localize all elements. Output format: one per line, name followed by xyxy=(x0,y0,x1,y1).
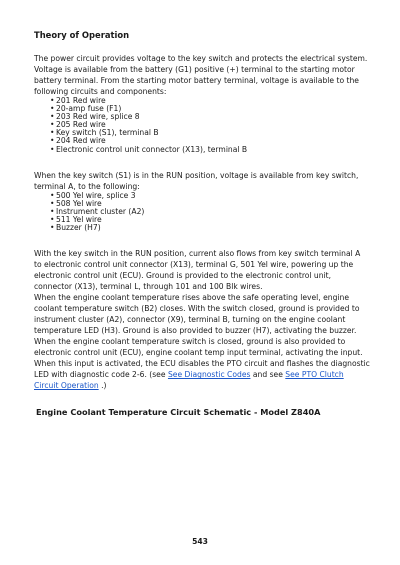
paragraph-text: When the engine coolant temperature switch is closed, ground is also provided to electronic control unit (ECU), engine coolant temp input terminal, activating the input. When this input is activated, the ECU disables the PTO circuit and flashes the diagnostic LED with diagnostic code 2-6. (see xyxy=(34,337,370,380)
list-item: • 201 Red wire xyxy=(50,97,370,105)
schematic-heading: Engine Coolant Temperature Circuit Schematic - Model Z840A xyxy=(36,407,321,418)
section-heading: Theory of Operation xyxy=(34,30,130,40)
list-item: • 511 Yel wire xyxy=(50,216,370,224)
list-item: • Electronic control unit connector (X13), terminal B xyxy=(50,146,370,154)
component-list-power xyxy=(34,97,370,154)
list-item: • 508 Yel wire xyxy=(50,200,370,208)
list-item: • Buzzer (H7) xyxy=(50,224,370,232)
page-number: 543 xyxy=(192,537,208,546)
paragraph-ecu-input xyxy=(34,336,370,391)
paragraph-coolant-switch: When the engine coolant temperature rises above the safe operating level, engine coolant temperature switch (B2) closes. With the switch closed, ground is provided to instrument cluster (A2), connector (X9), terminal B, turning on the engine coolant temperature LED (H3). Ground is also provided to buzzer (H7), activating the buzzer. xyxy=(34,293,360,336)
list-item: • 203 Red wire, splice 8 xyxy=(50,113,370,121)
paragraph-run-position: When the key switch (S1) is in the RUN position, voltage is available from key switch, terminal A, to the following: xyxy=(34,170,359,191)
paragraph-battery-voltage: Voltage is available from the battery (G1) positive (+) terminal to the starting motor battery terminal. From the starting motor battery terminal, voltage is available to the following circuits and components: xyxy=(34,65,359,96)
component-list-run xyxy=(34,192,370,232)
paragraph-power-circuit: The power circuit provides voltage to the key switch and protects the electrical system. xyxy=(34,54,368,63)
diagnostic-codes-link[interactable]: See Diagnostic Codes xyxy=(167,370,251,380)
document-content xyxy=(34,30,370,418)
paragraph-text: .) xyxy=(98,381,107,391)
paragraph-ecu-power: With the key switch in the RUN position, current also flows from key switch terminal A to electronic control unit connector (X13), terminal G, 501 Yel wire, powering up the electronic control unit (ECU). Ground is provided to the electronic control unit, connector (X13), terminal L, through 101 and 100 Blk wires. xyxy=(34,249,361,292)
list-item: • 204 Red wire xyxy=(50,137,370,145)
pto-clutch-link[interactable]: See PTO Clutch Circuit Operation xyxy=(34,370,344,391)
paragraph-text: and see xyxy=(250,370,286,380)
list-item: • Instrument cluster (A2) xyxy=(50,208,370,216)
list-item: • 20-amp fuse (F1) xyxy=(50,105,370,113)
list-item: • 205 Red wire xyxy=(50,121,370,129)
list-item: • Key switch (S1), terminal B xyxy=(50,129,370,137)
list-item: • 500 Yel wire, splice 3 xyxy=(50,192,370,200)
